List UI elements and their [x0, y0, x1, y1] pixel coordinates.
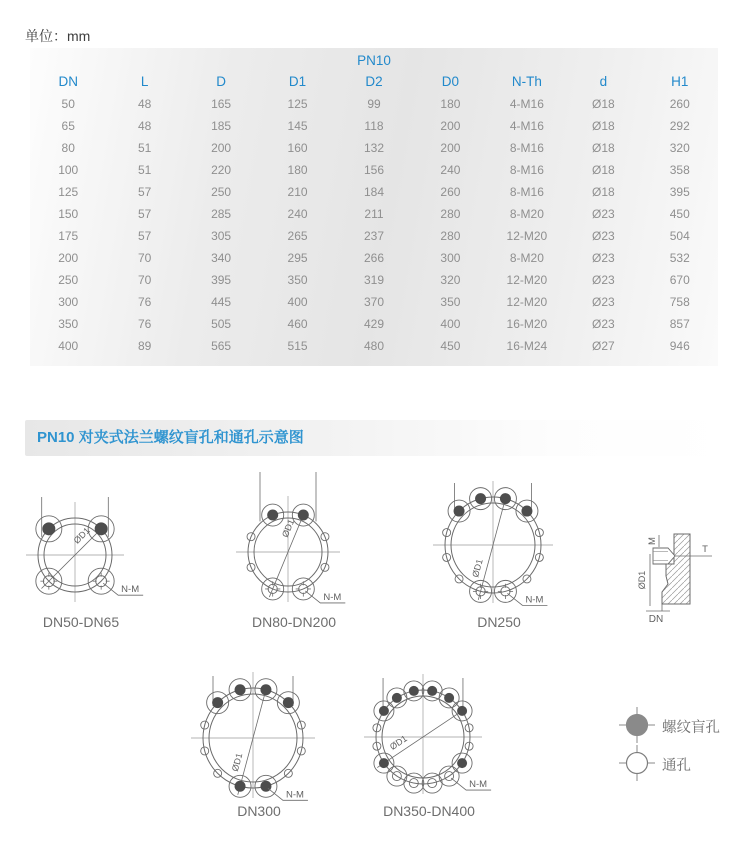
- figure-caption: DN250: [477, 614, 521, 630]
- table-cell: 400: [58, 339, 79, 353]
- table-cell: 210: [287, 185, 308, 199]
- figure-caption: DN350-DN400: [383, 803, 475, 819]
- nm-label: N-M: [285, 789, 304, 801]
- table-cell: 460: [287, 317, 308, 331]
- table-cell: 946: [669, 339, 690, 353]
- table-cell: 280: [440, 229, 461, 243]
- t-label: T: [702, 544, 708, 555]
- table-cell: 280: [440, 207, 461, 221]
- table-cell: 350: [440, 295, 461, 309]
- table-cell: 358: [669, 163, 690, 177]
- table-cell: 857: [669, 317, 690, 331]
- table-cell: 12-M20: [506, 273, 548, 287]
- legend-label: 通孔: [662, 758, 691, 774]
- table-cell: 240: [440, 163, 461, 177]
- column-header: D1: [288, 74, 307, 89]
- table-cell: 4-M16: [509, 119, 544, 133]
- table-cell: 220: [211, 163, 232, 177]
- table-cell: 300: [58, 295, 79, 309]
- table-cell: 4-M16: [509, 97, 544, 111]
- table-cell: 118: [364, 119, 384, 133]
- column-header: d: [599, 74, 608, 89]
- table-cell: 319: [363, 273, 384, 287]
- table-cell: Ø18: [591, 163, 615, 177]
- table-row: [30, 159, 718, 181]
- column-header: D0: [441, 74, 460, 89]
- table-cell: 300: [440, 251, 461, 265]
- table-cell: 80: [61, 141, 75, 155]
- table-cell: 350: [58, 317, 79, 331]
- table-cell: 400: [287, 295, 308, 309]
- d1-label: ØD1: [637, 570, 647, 590]
- table-cell: 445: [211, 295, 232, 309]
- table-row: [30, 269, 718, 291]
- flange-drawing-dn250: [433, 481, 553, 605]
- table-cell: 48: [137, 119, 152, 133]
- table-cell: 200: [58, 251, 79, 265]
- table-cell: Ø23: [591, 273, 615, 287]
- table-cell: 132: [363, 141, 384, 155]
- section-view-drawing: [637, 534, 712, 625]
- table-cell: 57: [137, 185, 152, 199]
- m-label: M: [647, 537, 658, 545]
- table-group-header: PN10: [357, 53, 391, 68]
- through-hole-icon: [619, 745, 655, 781]
- table-header-row: [30, 71, 718, 93]
- section-title: PN10 对夹式法兰螺纹盲孔和通孔示意图: [25, 420, 730, 456]
- pn10-spec-table: [30, 48, 718, 366]
- table-row: [30, 247, 718, 269]
- column-header: N-Th: [511, 74, 542, 89]
- flange-drawing-dn350-dn400: [364, 674, 491, 794]
- table-cell: 99: [367, 97, 381, 111]
- table-cell: Ø18: [591, 97, 615, 111]
- table-cell: 51: [137, 163, 152, 177]
- table-row: [30, 335, 718, 357]
- table-cell: 532: [669, 251, 690, 265]
- flange-drawing-dn80-dn200: [236, 472, 345, 603]
- table-row: [30, 225, 718, 247]
- table-cell: 505: [211, 317, 232, 331]
- table-cell: 8-M16: [509, 163, 544, 177]
- nm-label: N-M: [469, 779, 488, 791]
- table-cell: 51: [137, 141, 152, 155]
- dim-label: ØD1: [470, 557, 485, 579]
- table-cell: 480: [363, 339, 384, 353]
- unit-label: 单位：mm: [25, 28, 91, 44]
- figure-caption: DN50-DN65: [42, 614, 120, 630]
- table-cell: 504: [669, 229, 690, 243]
- table-row: [30, 203, 718, 225]
- dim-label: ØD1: [279, 517, 297, 539]
- table-cell: 125: [287, 97, 308, 111]
- nm-label: N-M: [121, 584, 140, 596]
- table-row: [30, 137, 718, 159]
- flange-drawing-dn50-dn65: [26, 497, 143, 602]
- table-cell: 400: [440, 317, 461, 331]
- table-cell: 295: [287, 251, 308, 265]
- table-cell: 100: [58, 163, 79, 177]
- table-cell: 70: [137, 251, 152, 265]
- table-cell: 165: [211, 97, 232, 111]
- figure-caption: DN300: [237, 803, 281, 819]
- table-cell: Ø23: [591, 207, 615, 221]
- table-row: [30, 115, 718, 137]
- table-cell: 200: [211, 141, 232, 155]
- table-cell: 260: [669, 97, 690, 111]
- dim-label: ØD1: [229, 751, 245, 773]
- table-cell: 184: [363, 185, 384, 199]
- column-header: DN: [58, 74, 78, 89]
- table-cell: Ø27: [591, 339, 615, 353]
- table-cell: 8-M20: [509, 251, 544, 265]
- table-cell: 350: [287, 273, 308, 287]
- figure-caption: DN80-DN200: [251, 614, 337, 630]
- dim-label: ØD1: [387, 733, 409, 752]
- table-cell: 125: [58, 185, 79, 199]
- table-cell: 758: [669, 295, 690, 309]
- table-cell: 250: [211, 185, 232, 199]
- table-row: [30, 291, 718, 313]
- table-cell: Ø18: [591, 141, 615, 155]
- table-cell: 16-M24: [506, 339, 548, 353]
- table-row: [30, 93, 718, 115]
- table-cell: 292: [669, 119, 690, 133]
- table-cell: 320: [440, 273, 461, 287]
- table-cell: 76: [137, 317, 152, 331]
- table-cell: 260: [440, 185, 461, 199]
- table-cell: 370: [363, 295, 384, 309]
- table-cell: Ø18: [591, 119, 615, 133]
- table-cell: 320: [669, 141, 690, 155]
- table-cell: 50: [61, 97, 75, 111]
- table-cell: 89: [137, 339, 152, 353]
- table-cell: 340: [211, 251, 232, 265]
- dim-label: ØD1: [71, 525, 92, 546]
- table-cell: 145: [287, 119, 308, 133]
- table-cell: 180: [440, 97, 461, 111]
- dn-label: DN: [648, 614, 664, 625]
- table-cell: 429: [363, 317, 384, 331]
- table-cell: 266: [363, 251, 384, 265]
- table-cell: Ø18: [591, 185, 615, 199]
- table-cell: 150: [58, 207, 79, 221]
- table-cell: 211: [364, 207, 384, 221]
- table-cell: Ø23: [591, 229, 615, 243]
- table-cell: 670: [669, 273, 690, 287]
- table-cell: 48: [137, 97, 152, 111]
- table-cell: 65: [61, 119, 75, 133]
- table-body: [30, 93, 718, 357]
- table-cell: 200: [440, 119, 461, 133]
- table-row: [30, 313, 718, 335]
- table-cell: 185: [211, 119, 232, 133]
- table-cell: 305: [211, 229, 232, 243]
- column-header: H1: [671, 74, 689, 89]
- table-cell: 450: [440, 339, 461, 353]
- table-cell: 395: [669, 185, 690, 199]
- table-cell: 57: [137, 207, 152, 221]
- table-cell: 565: [211, 339, 232, 353]
- table-cell: 8-M20: [509, 207, 544, 221]
- table-cell: 76: [137, 295, 152, 309]
- table-cell: 395: [211, 273, 232, 287]
- table-cell: 265: [287, 229, 308, 243]
- nm-label: N-M: [525, 594, 544, 606]
- table-cell: Ø23: [591, 317, 615, 331]
- table-cell: 200: [440, 141, 461, 155]
- table-cell: 180: [287, 163, 308, 177]
- table-cell: Ø23: [591, 251, 615, 265]
- column-header: D2: [365, 74, 383, 89]
- table-cell: 160: [287, 141, 308, 155]
- table-cell: 237: [363, 229, 384, 243]
- flange-drawing-dn300: [191, 672, 315, 800]
- table-cell: 450: [669, 207, 690, 221]
- flange-diagrams-svg: [0, 470, 750, 847]
- table-cell: 250: [58, 273, 79, 287]
- table-cell: 175: [58, 229, 79, 243]
- column-header: D: [216, 74, 226, 89]
- table-cell: 8-M16: [509, 185, 544, 199]
- nm-label: N-M: [323, 591, 342, 603]
- table-cell: 8-M16: [509, 141, 544, 155]
- legend-label: 螺纹盲孔: [662, 720, 720, 736]
- table-cell: 240: [287, 207, 308, 221]
- table-cell: Ø23: [591, 295, 615, 309]
- table-cell: 156: [363, 163, 384, 177]
- table-cell: 16-M20: [506, 317, 548, 331]
- table-cell: 12-M20: [506, 229, 548, 243]
- table-cell: 70: [137, 273, 152, 287]
- table-cell: 285: [211, 207, 232, 221]
- table-row: [30, 181, 718, 203]
- column-header: L: [140, 74, 149, 89]
- diagram-area: [0, 470, 750, 847]
- blind-hole-icon: [619, 707, 655, 743]
- table-cell: 12-M20: [506, 295, 548, 309]
- table-cell: 515: [287, 339, 308, 353]
- table-cell: 57: [137, 229, 152, 243]
